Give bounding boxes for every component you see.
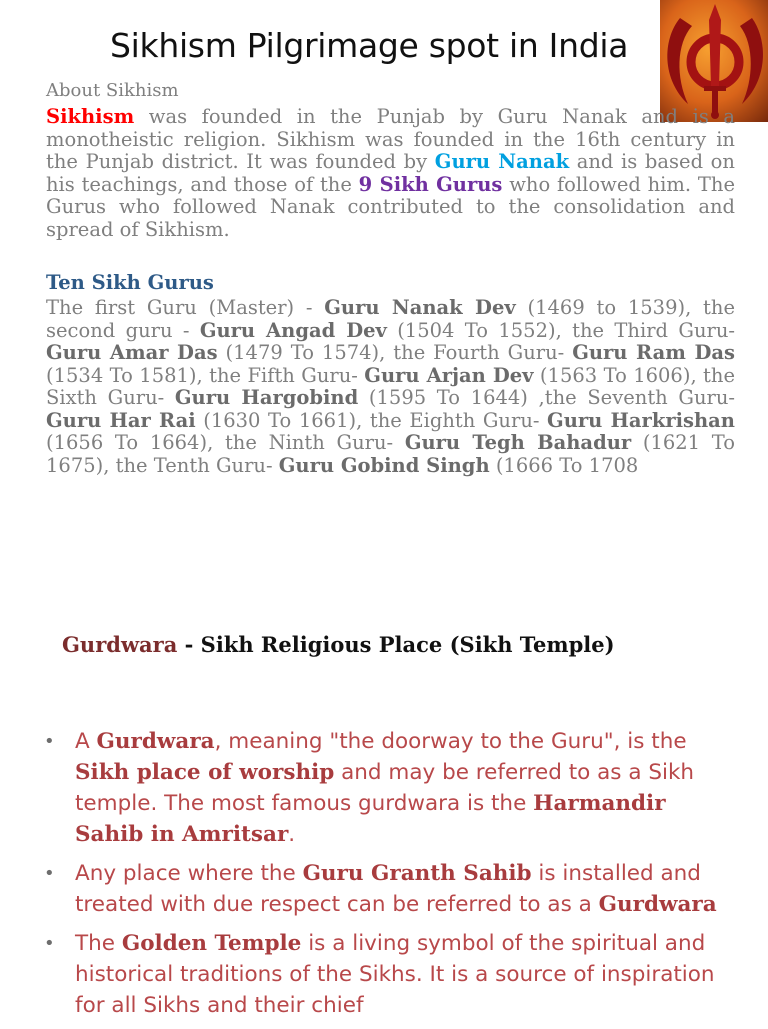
gurdwara-title-rest: - Sikh Religious Place (Sikh Temple) (177, 632, 615, 657)
text-run: (1563 To 1606), the Sixth Guru- (46, 363, 735, 409)
list-item (44, 726, 724, 850)
text-run: (1595 To 1644) ,the Seventh Guru- (358, 386, 735, 409)
highlighted-text: Guru Nanak (434, 150, 570, 173)
gurus-paragraph (46, 297, 735, 477)
highlighted-text: Guru Harkrishan (547, 408, 735, 432)
highlighted-text: Guru Ram Das (572, 341, 736, 364)
text-run: was founded in the Punjab by Guru Nanak and is a monotheistic religion. Sikhism was founded in the 16th century in the Punjab district. It was founded by (46, 105, 735, 173)
text-run: (1469 to 1539), the second guru - (46, 296, 735, 342)
text-run: who followed him. The Gurus who followed Nanak contributed to the consolidation and spread of Sikhism. (46, 172, 735, 241)
bullet-icon: • (44, 863, 55, 884)
slide-title: Sikhism Pilgrimage spot in India (110, 26, 629, 65)
highlighted-text: Sikhism (46, 105, 135, 128)
gurdwara-title (62, 632, 615, 657)
text-run: is a living symbol of the spiritual and historical traditions of the Sikhs. It is a source of inspiration for all Sikhs and their chief (75, 931, 715, 1018)
text-run: (1479 To 1574), the Fourth Guru- (217, 341, 573, 364)
text-run: The first Guru (Master) - (46, 296, 325, 319)
highlighted-text: Gurdwara (598, 892, 717, 917)
gurdwara-title-prefix: Gurdwara (62, 632, 178, 657)
highlighted-text: Guru Granth Sahib (302, 861, 532, 886)
text-run: (1504 To 1552), the Third Guru- (386, 318, 735, 342)
text-run: and is based on his teachings, and those of the (46, 150, 735, 196)
about-heading: About Sikhism (46, 80, 179, 101)
slide-2 (0, 560, 768, 1024)
text-run: (1630 To 1661), the Eighth Guru- (195, 408, 548, 432)
highlighted-text: Guru Hargobind (174, 386, 359, 409)
highlighted-text: Sikh place of worship (75, 760, 335, 785)
gurdwara-bullet-list (44, 726, 724, 1029)
list-item (44, 928, 724, 1021)
list-item (44, 858, 724, 920)
highlighted-text: Harmandir Sahib in Amritsar (75, 791, 666, 847)
bullet-icon: • (44, 731, 55, 752)
gurus-heading: Ten Sikh Gurus (46, 271, 214, 294)
text-run: Any place where the (75, 861, 303, 886)
highlighted-text: Guru Har Rai (46, 408, 196, 432)
highlighted-text: Guru Tegh Bahadur (404, 431, 632, 454)
highlighted-text: Guru Angad Dev (199, 318, 387, 342)
highlighted-text: Guru Gobind Singh (278, 453, 490, 477)
text-run: A (75, 729, 97, 754)
text-run: (1621 To 1675), the Tenth Guru- (46, 431, 735, 477)
highlighted-text: Golden Temple (121, 931, 302, 956)
sikhism-intro-paragraph (46, 106, 735, 241)
text-run: (1656 To 1664), the Ninth Guru- (46, 431, 405, 454)
bullet-icon: • (44, 933, 55, 954)
highlighted-text: Guru Amar Das (46, 341, 218, 364)
khanda-icon (660, 0, 768, 122)
text-run: (1666 To 1708 (489, 453, 639, 477)
highlighted-text: Gurdwara (96, 729, 215, 754)
highlighted-text: Guru Arjan Dev (364, 363, 534, 387)
text-run: and may be referred to as a Sikh temple. The most famous gurdwara is the (75, 760, 695, 816)
text-run: is installed and treated with due respect can be referred to as a (75, 861, 701, 917)
text-run: The (75, 931, 122, 956)
text-run: . (288, 822, 296, 847)
highlighted-text: 9 Sikh Gurus (358, 172, 503, 196)
text-run: , meaning "the doorway to the Guru", is the (214, 729, 687, 754)
highlighted-text: Guru Nanak Dev (324, 296, 516, 319)
text-run: (1534 To 1581), the Fifth Guru- (46, 363, 365, 387)
